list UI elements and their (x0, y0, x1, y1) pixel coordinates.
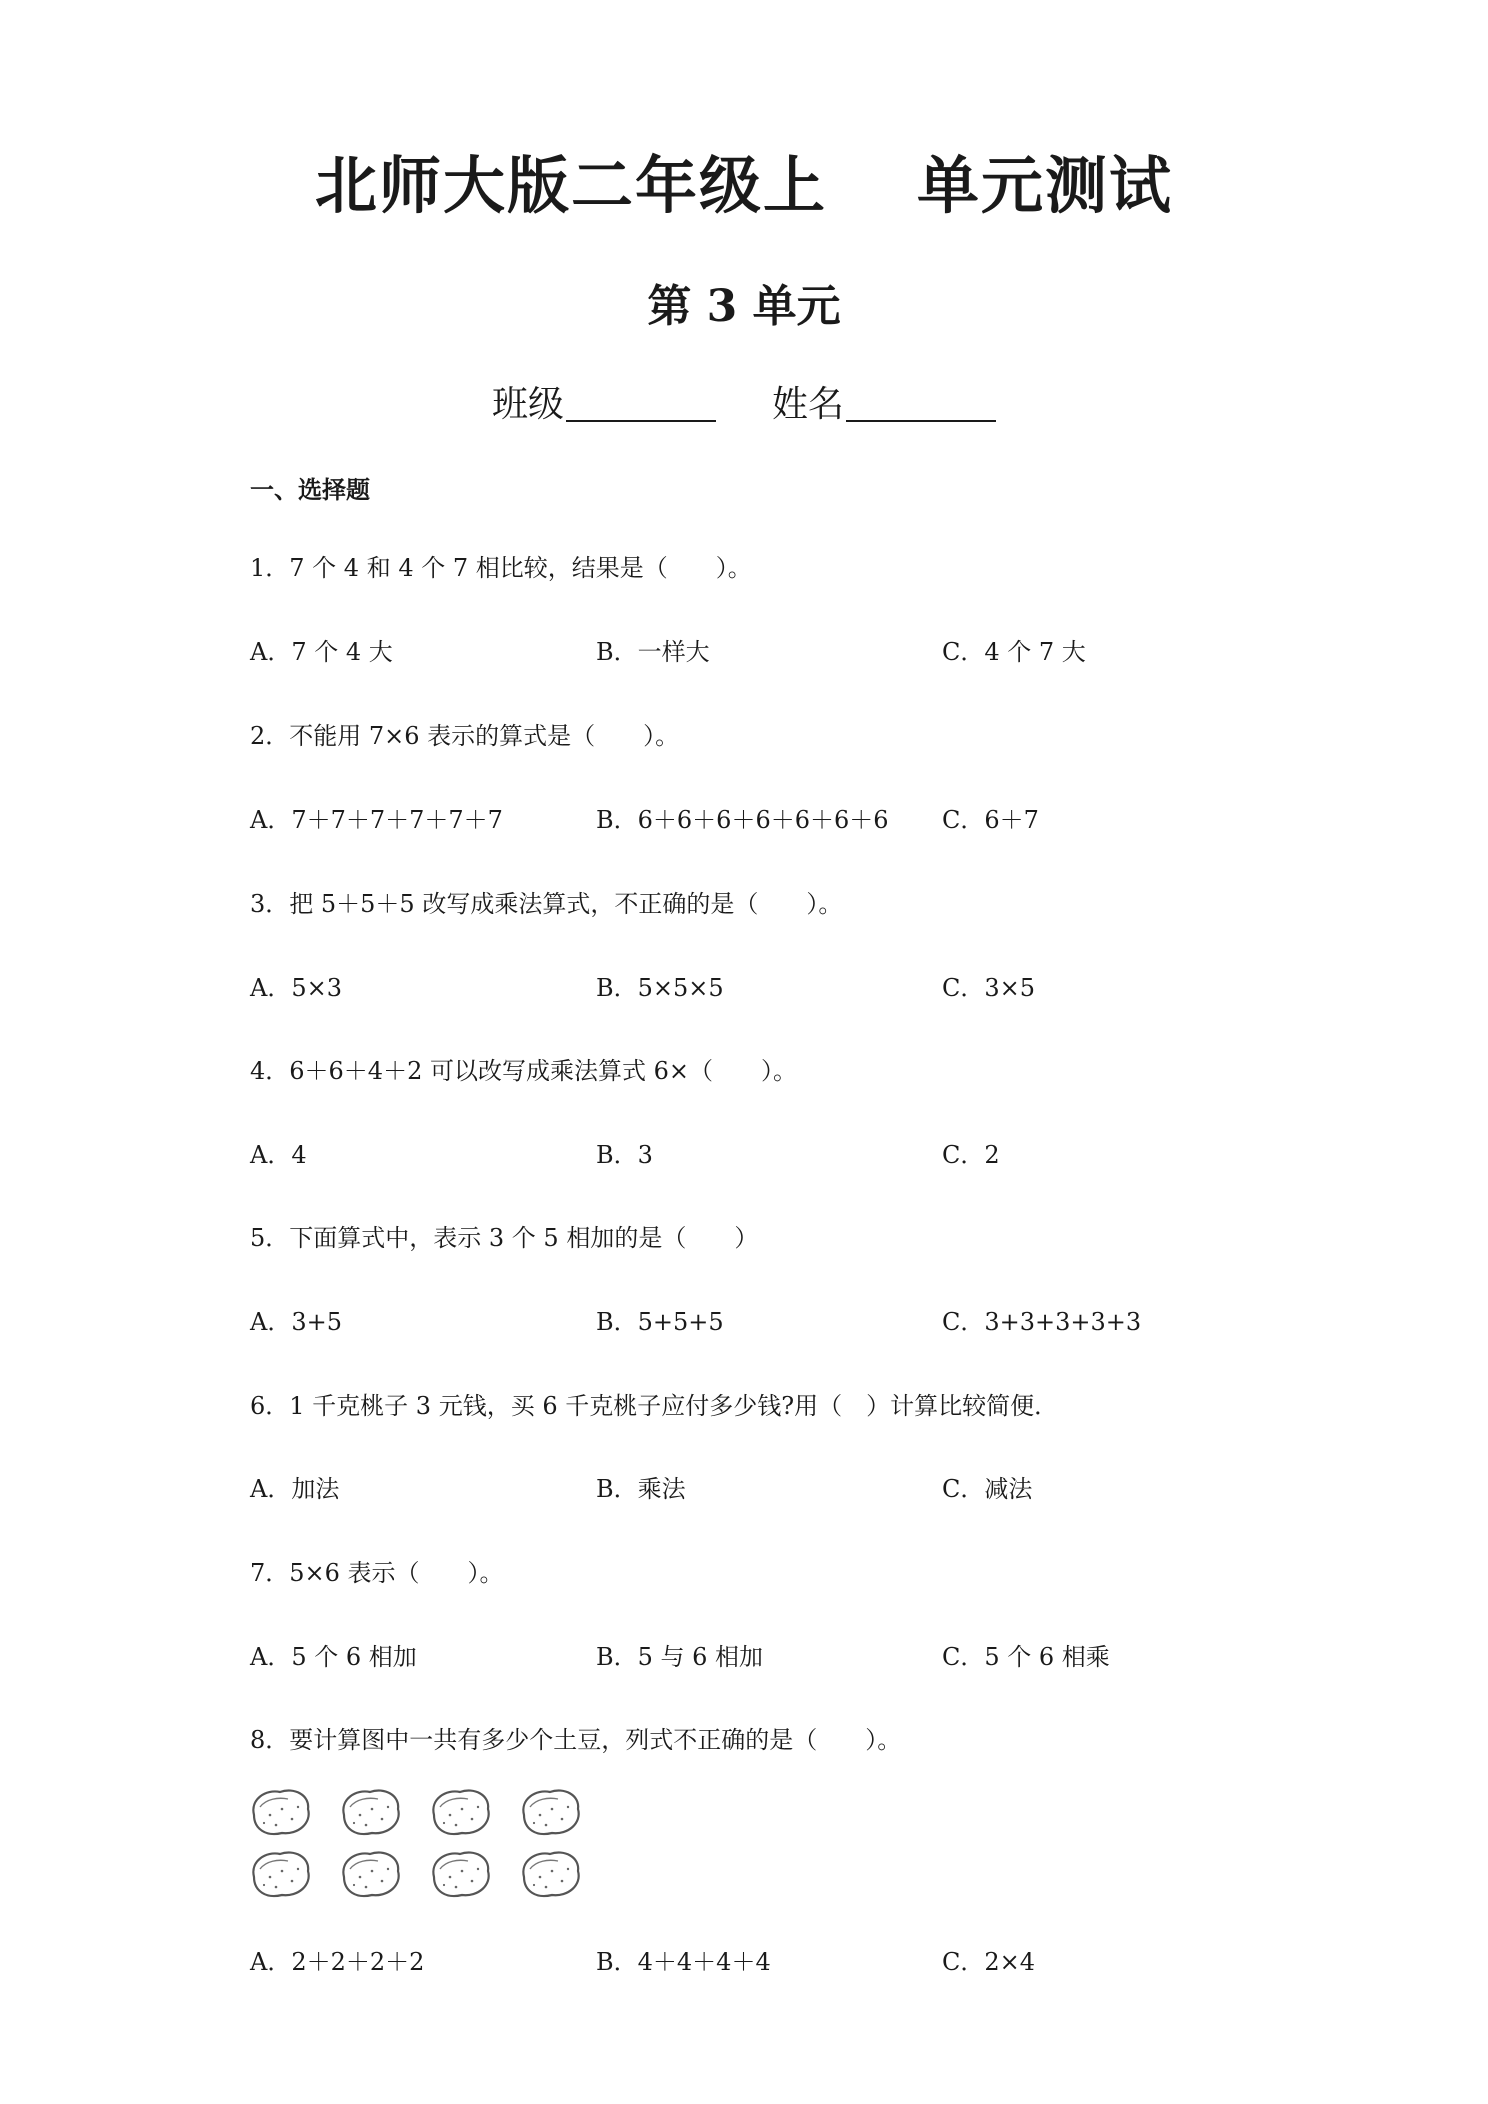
option-c[interactable]: C．3×5 (942, 974, 1036, 1002)
option-c[interactable]: C．5 个 6 相乘 (942, 1643, 1110, 1671)
potato-icon (253, 1853, 308, 1897)
question-stem: 8．要计算图中一共有多少个土豆，列式不正确的是（ ）。 (250, 1726, 902, 1754)
option-b[interactable]: B．3 (596, 1141, 653, 1169)
question-stem: 6．1 千克桃子 3 元钱，买 6 千克桃子应付多少钱?用（ ）计算比较简便． (250, 1392, 1059, 1420)
question-stem: 3．把 5＋5＋5 改写成乘法算式，不正确的是（ ）。 (250, 890, 843, 918)
option-b[interactable]: B．5×5×5 (596, 974, 724, 1002)
option-c[interactable]: C．4 个 7 大 (942, 638, 1086, 666)
potato-icon (523, 1853, 578, 1897)
title-left: 北师大版二年级上 (314, 149, 827, 222)
option-a[interactable]: A．5 个 6 相加 (250, 1643, 417, 1671)
potato-icon (433, 1853, 488, 1897)
option-a[interactable]: A．3+5 (250, 1308, 342, 1336)
potato-icon (433, 1791, 488, 1835)
option-c[interactable]: C．6＋7 (942, 806, 1039, 834)
option-b[interactable]: B．4＋4＋4＋4 (596, 1948, 771, 1976)
option-a[interactable]: A．5×3 (250, 974, 342, 1002)
potato-icon (523, 1791, 578, 1835)
title-right: 单元测试 (917, 149, 1174, 222)
question-stem: 1．7 个 4 和 4 个 7 相比较，结果是（ ）。 (250, 554, 752, 582)
section-heading: 一、选择题 (250, 476, 370, 504)
question-stem: 4．6＋6＋4＋2 可以改写成乘法算式 6×（ ）。 (250, 1057, 797, 1085)
option-c[interactable]: C．3+3+3+3+3 (942, 1308, 1142, 1336)
option-c[interactable]: C．2×4 (942, 1948, 1036, 1976)
name-label: 姓名 (772, 384, 845, 425)
option-b[interactable]: B．乘法 (596, 1475, 686, 1503)
potato-icon (343, 1791, 398, 1835)
page-title (0, 136, 1488, 225)
option-b[interactable]: B．5+5+5 (596, 1308, 724, 1336)
option-b[interactable]: B．6＋6＋6＋6＋6＋6＋6 (596, 806, 889, 834)
option-c[interactable]: C．2 (942, 1141, 1000, 1169)
name-blank[interactable] (846, 384, 996, 422)
option-a[interactable]: A．加法 (250, 1475, 340, 1503)
potato-icon (343, 1853, 398, 1897)
option-b[interactable]: B．一样大 (596, 638, 710, 666)
question-stem: 7．5×6 表示（ ）。 (250, 1559, 504, 1587)
option-a[interactable]: A．7 个 4 大 (250, 638, 393, 666)
class-name-line (0, 376, 1488, 427)
question-stem: 2．不能用 7×6 表示的算式是（ ）。 (250, 722, 680, 750)
question-stem: 5．下面算式中，表示 3 个 5 相加的是（ ） (250, 1224, 759, 1252)
potato-icon (253, 1791, 308, 1835)
option-a[interactable]: A．4 (250, 1141, 307, 1169)
option-b[interactable]: B．5 与 6 相加 (596, 1643, 764, 1671)
potato-figure (248, 1785, 600, 1909)
option-a[interactable]: A．2＋2＋2＋2 (250, 1948, 425, 1976)
class-label: 班级 (491, 384, 564, 425)
unit-subtitle: 第 3 单元 (647, 281, 841, 332)
option-a[interactable]: A．7＋7＋7＋7＋7＋7 (250, 806, 503, 834)
class-blank[interactable] (566, 384, 716, 422)
option-c[interactable]: C．减法 (942, 1475, 1033, 1503)
